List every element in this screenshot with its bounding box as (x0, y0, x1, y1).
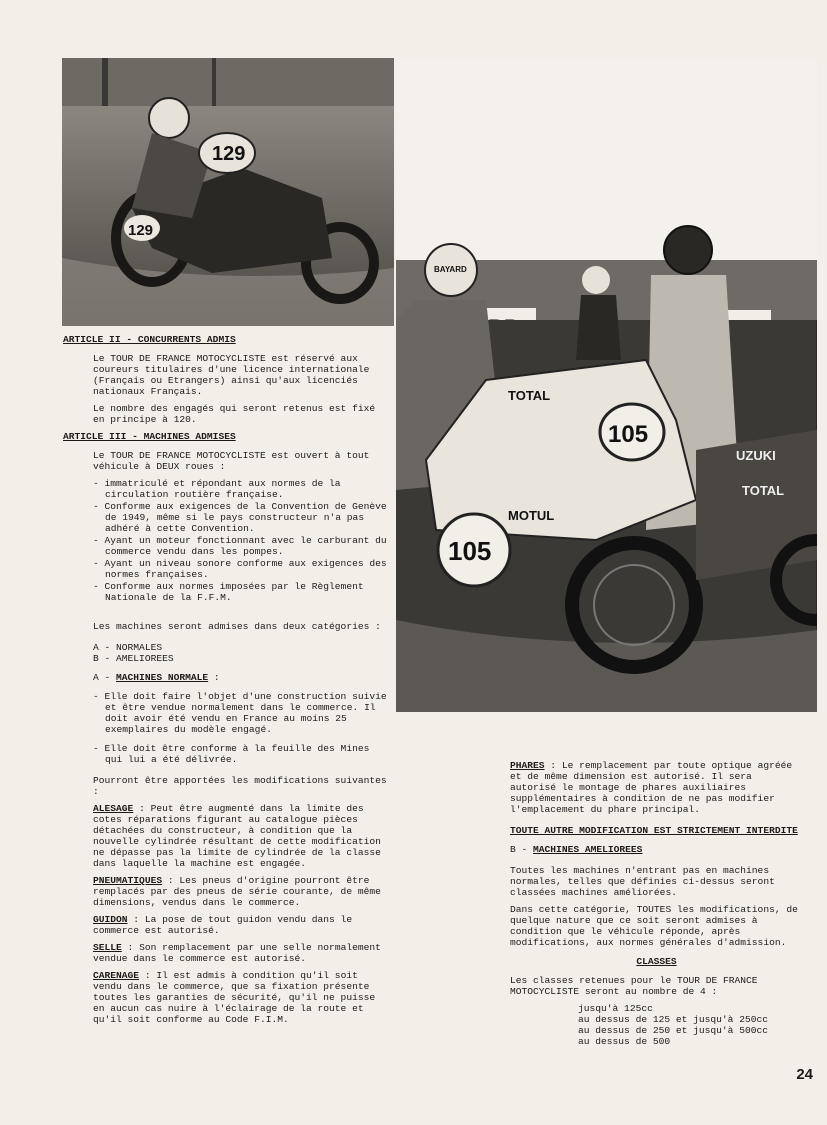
svg-text:UZUKI: UZUKI (736, 448, 776, 463)
list-item: au dessus de 125 et jusqu'à 250cc (578, 1014, 768, 1025)
list-item: au dessus de 250 et jusqu'à 500cc (578, 1025, 768, 1036)
pneus-text: : Les pneus d'origine pourront être remplacés par des pneus de série courante, de même dimensions, vendus dans le commerce. (93, 875, 381, 908)
sub-b-heading (510, 844, 803, 855)
category-a: A - NORMALES (93, 642, 163, 653)
list-item: jusqu'à 125cc (578, 1003, 653, 1014)
selle-text: : Son remplacement par une selle normalement vendue dans le commerce est autorisé. (93, 942, 381, 964)
svg-text:129: 129 (212, 143, 246, 165)
alesage-paragraph (63, 803, 389, 869)
pneus-paragraph (63, 875, 389, 908)
phares-paragraph (510, 760, 803, 815)
classes-list (510, 1003, 803, 1047)
list-item: - Elle doit faire l'objet d'une construction suivie et être vendue normalement dans le commerce. Il doit avoir été vendu en France au moins 25 exemplaires du modèle engagé. (93, 691, 387, 735)
motorcycle-racer-photo-icon (62, 58, 394, 326)
list-item: - Conforme aux normes imposées par le Règlement Nationale de la F.F.M. (93, 581, 364, 603)
sub-a-title: MACHINES NORMALE (116, 672, 209, 683)
interdite-heading: TOUTE AUTRE MODIFICATION EST STRICTEMENT INTERDITE (510, 825, 798, 836)
carenage-title: CARENAGE (93, 970, 140, 981)
sub-b-title: MACHINES AMELIOREES (533, 844, 643, 855)
list-item: - Elle doit être conforme à la feuille des Mines qui lui a été délivrée. (93, 743, 370, 765)
category-b: B - AMELIOREES (93, 653, 174, 664)
guidon-paragraph (63, 914, 389, 936)
carenage-text: : Il est admis à condition qu'il soit vendu dans le commerce, que sa fixation présente toutes les garanties de sécurité, qu'il ne puisse en aucun cas nuire à l'éclairage de la route et qu'il soit conforme au Code F.I.M. (93, 970, 376, 1025)
sub-b-paragraph-1: Toutes les machines n'entrant pas en machines normales, telles que définies ci-dessus seront classées machines améliorées. (510, 865, 775, 898)
svg-text:TOTAL: TOTAL (508, 388, 551, 403)
svg-text:105: 105 (608, 421, 649, 448)
photo-rider-129 (62, 58, 394, 326)
modifications-intro: Pourront être apportées les modifications suivantes : (93, 775, 387, 797)
list-item: - Conforme aux exigences de la Convention de Genève de 1949, même si le pays constructeur n'a pas adhéré à cette Convention. (93, 501, 387, 534)
list-item: - Ayant un niveau sonore conforme aux exigences des normes françaises. (93, 558, 387, 580)
guidon-text: : La pose de tout guidon vendu dans le commerce est autorisé. (93, 914, 353, 936)
svg-text:105: 105 (448, 536, 492, 566)
article-2-paragraph-1: Le TOUR DE FRANCE MOTOCYCLISTE est réservé aux coureurs titulaires d'une licence internationale (Français ou Etrangers) ainsi qu'aux licenciés nationaux Français. (93, 353, 370, 397)
right-text-column (510, 760, 803, 1047)
page-number: 24 (796, 1066, 813, 1083)
article-2-heading: ARTICLE II - CONCURRENTS ADMIS (63, 334, 236, 345)
categories-intro: Les machines seront admises dans deux catégories : (93, 621, 381, 632)
sub-a-heading (63, 672, 389, 683)
classes-heading: CLASSES (636, 956, 677, 967)
carenage-paragraph (63, 970, 389, 1025)
pneus-title: PNEUMATIQUES (93, 875, 163, 886)
svg-text:MOTUL: MOTUL (508, 508, 555, 523)
classes-intro: Les classes retenues pour le TOUR DE FRANCE MOTOCYCLISTE seront au nombre de 4 : (510, 975, 758, 997)
sub-a-suffix: : (208, 672, 220, 683)
list-item: au dessus de 500 (578, 1036, 671, 1047)
sub-a-prefix: A - (93, 672, 117, 683)
phares-title: PHARES (510, 760, 545, 771)
guidon-title: GUIDON (93, 914, 128, 925)
svg-text:129: 129 (128, 222, 154, 239)
left-text-column (63, 334, 389, 1031)
sub-a-list (63, 691, 389, 765)
sub-b-paragraph-2: Dans cette catégorie, TOUTES les modifications, de quelque nature que ce soit seront admises à condition que le véhicule réponde, après modifications, aux normes générales d'admission. (510, 904, 798, 948)
selle-title: SELLE (93, 942, 122, 953)
svg-text:BAYARD: BAYARD (434, 265, 467, 274)
alesage-title: ALESAGE (93, 803, 134, 814)
svg-text:TOTAL: TOTAL (742, 483, 785, 498)
sub-b-prefix: B - (510, 844, 534, 855)
phares-text: : Le remplacement par toute optique agréée et de même dimension est autorisé. Il sera autorisé le montage de phares auxiliaires supplémentaires à condition de ne pas modifier l'emplacement du phare principal. (510, 760, 793, 815)
alesage-text: : Peut être augmenté dans la limite des cotes réparations figurant au catalogue pièces détachées du constructeur, à condition que la nouvelle cylindrée résultant de cette modification ne dépasse pas la limite de cylindrée de la classe dans laquelle la machine est engagée. (93, 803, 381, 869)
list-item: - immatriculé et répondant aux normes de la circulation routière française. (93, 478, 341, 500)
motorcycle-paddock-photo-icon (396, 60, 817, 712)
photo-bike-105 (396, 60, 817, 712)
list-item: - Ayant un moteur fonctionnant avec le carburant du commerce vendu dans les pompes. (93, 535, 387, 557)
article-3-heading: ARTICLE III - MACHINES ADMISES (63, 431, 236, 442)
article-3-intro: Le TOUR DE FRANCE MOTOCYCLISTE est ouvert à tout véhicule à DEUX roues : (93, 450, 370, 472)
article-2-paragraph-2: Le nombre des engagés qui seront retenus est fixé en principe à 120. (93, 403, 376, 425)
selle-paragraph (63, 942, 389, 964)
article-3-requirements-list (63, 478, 389, 603)
